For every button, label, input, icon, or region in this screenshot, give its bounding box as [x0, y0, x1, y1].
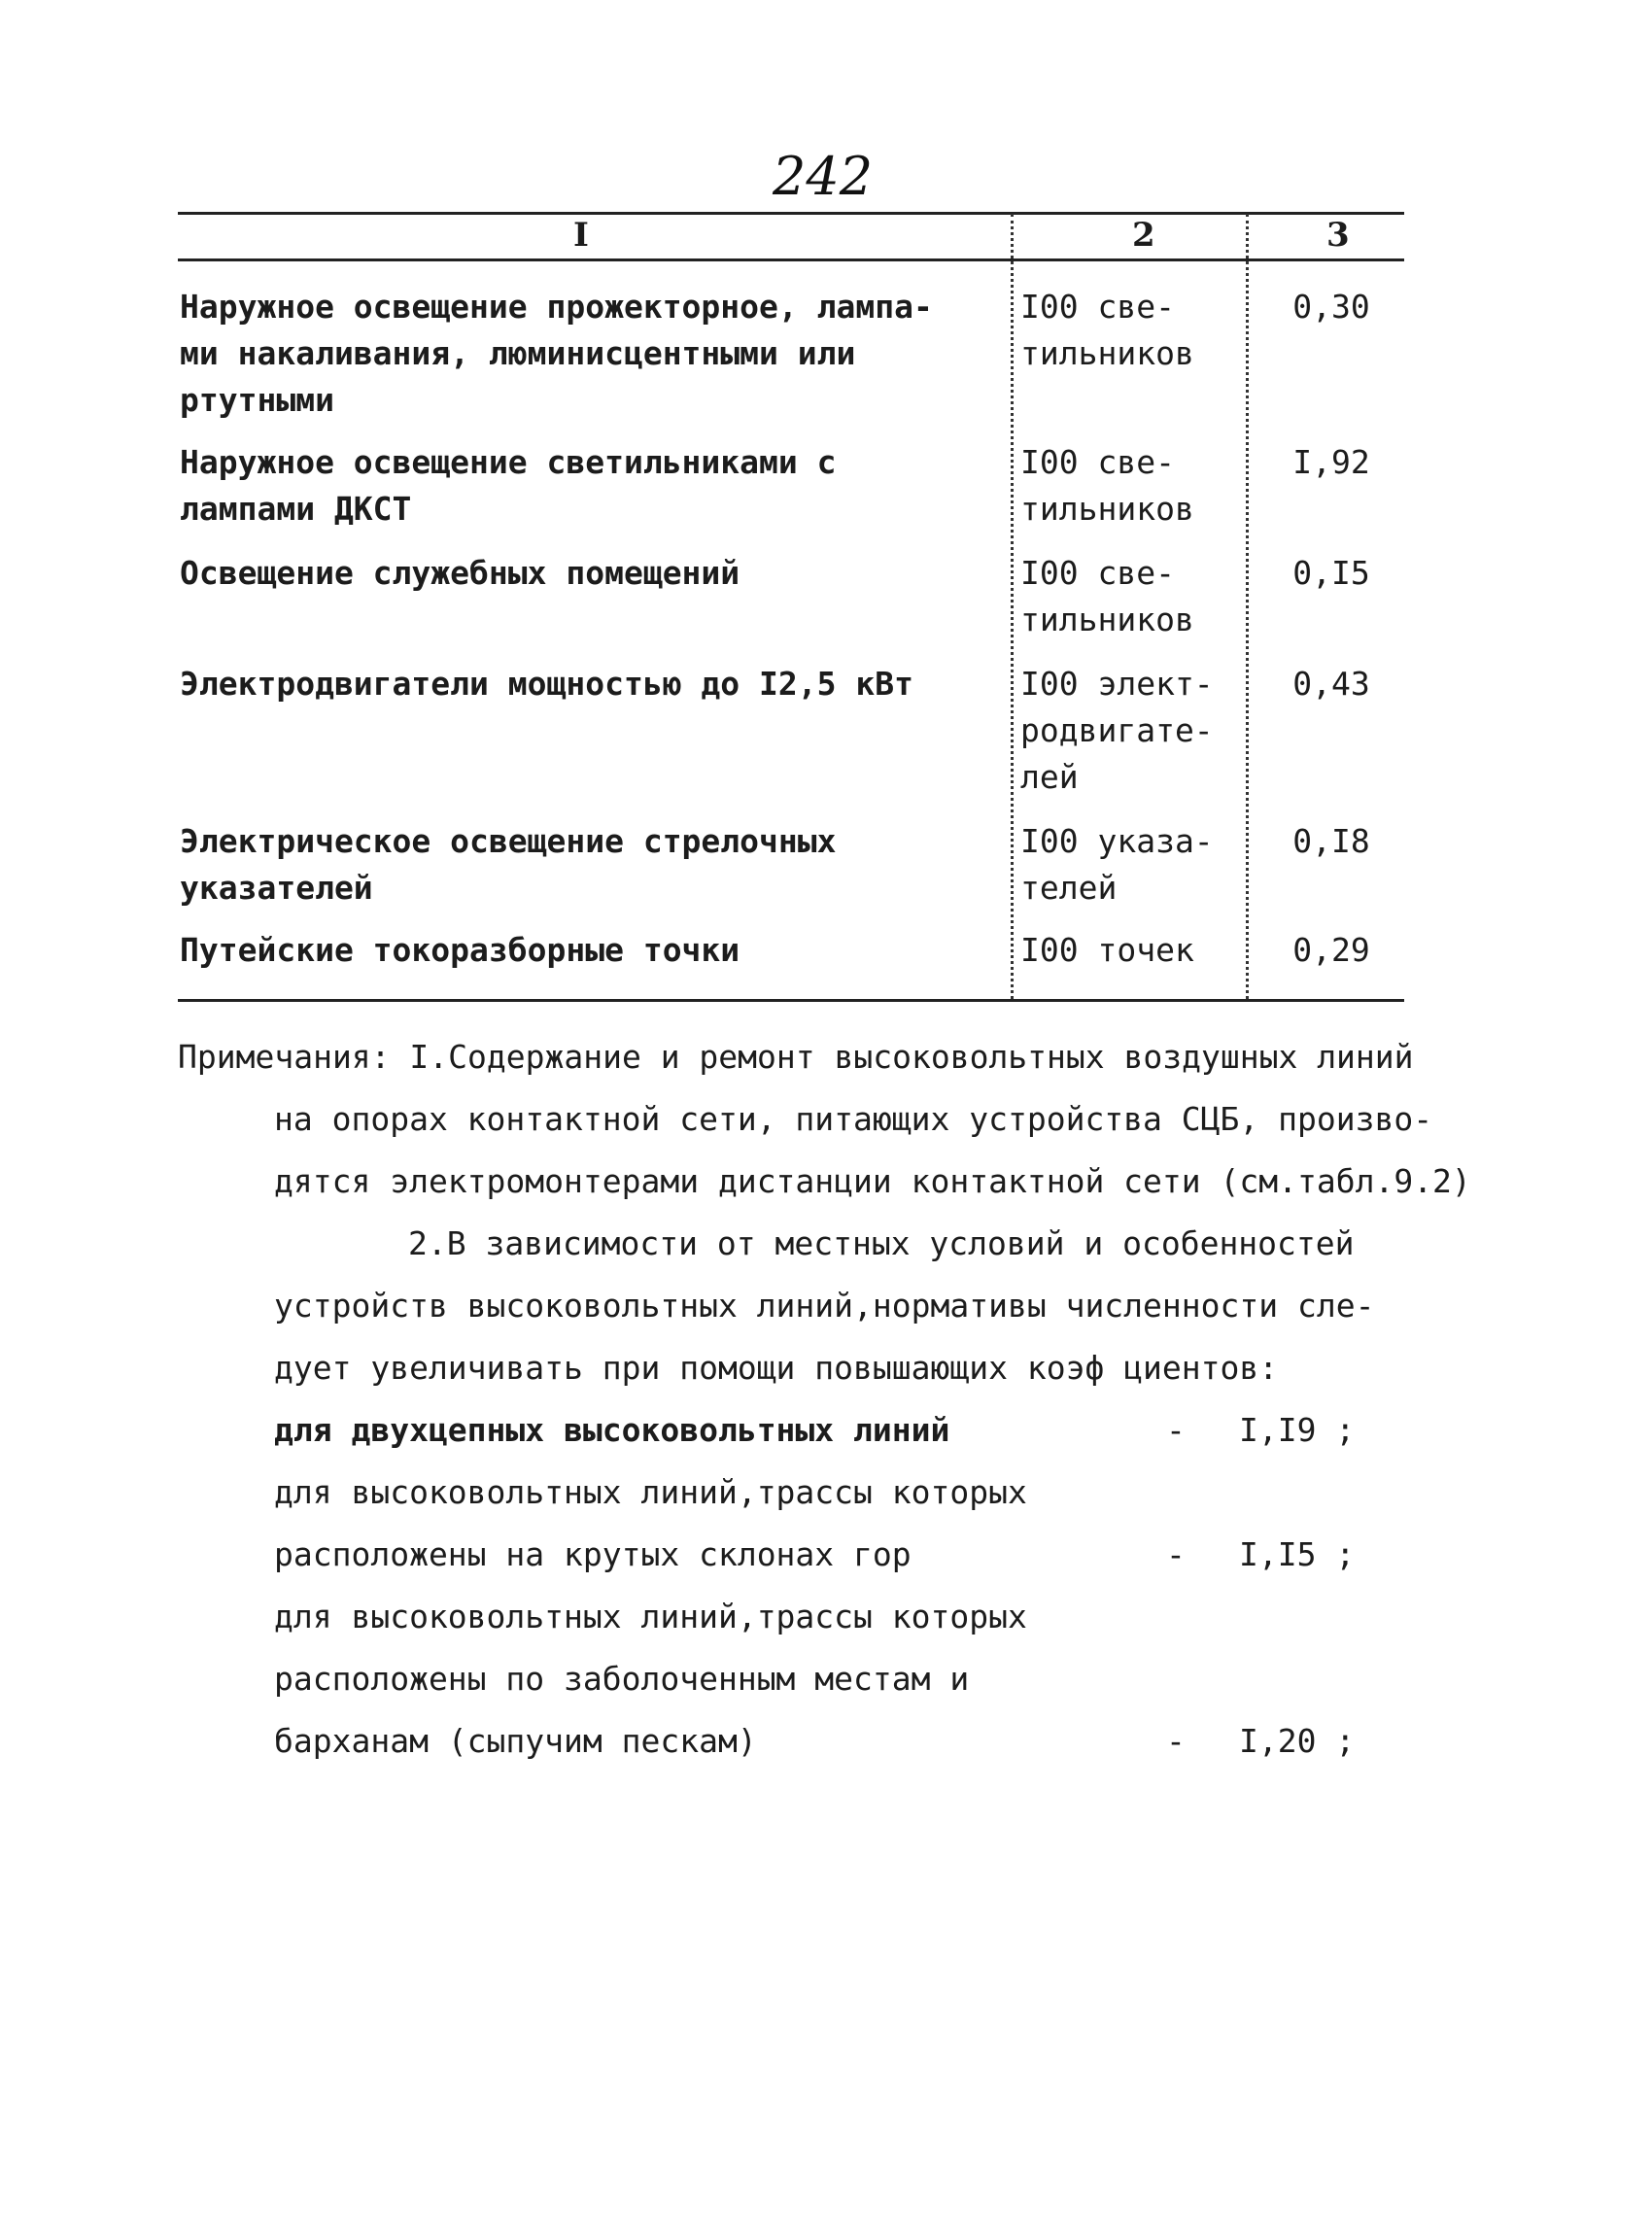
column-header-3: 3 [1326, 216, 1350, 255]
column-divider-2 [1246, 214, 1249, 999]
table-row-unit: I00 указа- телей [1020, 822, 1214, 907]
notes-line: дует увеличивать при помощи повышающих коэф циентов: [274, 1349, 1279, 1387]
table-row-value: 0,I8 [1292, 822, 1370, 860]
table-row-value: 0,29 [1292, 931, 1370, 969]
column-header-2: 2 [1132, 216, 1155, 255]
page-number: 242 [773, 146, 874, 207]
table-row-name: Наружное освещение прожекторное, лампа- ми накаливания, люминисцентными или ртутными [180, 288, 933, 419]
notes-line: 2.В зависимости от местных условий и особенностей [408, 1224, 1355, 1262]
table-row-value: 0,I5 [1292, 554, 1370, 592]
table-row-value: 0,30 [1292, 288, 1370, 326]
table-row-unit: I00 све- тильников [1020, 288, 1194, 372]
table-header-rule [178, 258, 1404, 261]
coefficient-dash: - [1166, 1722, 1186, 1760]
table-row-name: Электрическое освещение стрелочных указателей [180, 822, 837, 907]
table-row-unit: I00 све- тильников [1020, 554, 1194, 638]
coefficient-value: I,I5 ; [1239, 1535, 1356, 1573]
table-row-unit: I00 све- тильников [1020, 443, 1194, 528]
table-row-value: I,92 [1292, 443, 1370, 481]
table-row-name: Наружное освещение светильниками с лампами ДКСТ [180, 443, 837, 528]
table-row-name: Путейские токоразборные точки [180, 931, 740, 969]
coefficient-label: для высоковольтных линий,трассы которых расположены на крутых склонах гор [274, 1473, 1027, 1573]
coefficient-dash: - [1166, 1411, 1186, 1449]
coefficient-value: I,20 ; [1239, 1722, 1356, 1760]
table-row-name: Освещение служебных помещений [180, 554, 740, 592]
table-row-value: 0,43 [1292, 665, 1370, 703]
table-row-unit: I00 точек [1020, 931, 1194, 969]
column-divider-1 [1011, 214, 1014, 999]
notes-line: на опорах контактной сети, питающих устройства СЦБ, произво- [274, 1100, 1433, 1138]
table-row-name: Электродвигатели мощностью до I2,5 кВт [180, 665, 913, 703]
table-top-rule [178, 212, 1404, 215]
coefficient-value: I,I9 ; [1239, 1411, 1356, 1449]
coefficient-label: для двухцепных высоковольтных линий [274, 1411, 950, 1449]
notes-line: Примечания: I.Содержание и ремонт высоковольтных воздушных линий [178, 1038, 1414, 1076]
notes-line: устройств высоковольтных линий,нормативы численности сле- [274, 1287, 1375, 1325]
notes-line: дятся электромонтерами дистанции контактной сети (см.табл.9.2) [274, 1162, 1471, 1200]
table-row-unit: I00 элект- родвигате- лей [1020, 665, 1214, 796]
column-header-1: I [573, 216, 589, 255]
table-bottom-rule [178, 999, 1404, 1002]
coefficient-dash: - [1166, 1535, 1186, 1573]
coefficient-label: для высоковольтных линий,трассы которых расположены по заболоченным местам и барханам (сыпучим пескам) [274, 1598, 1027, 1760]
